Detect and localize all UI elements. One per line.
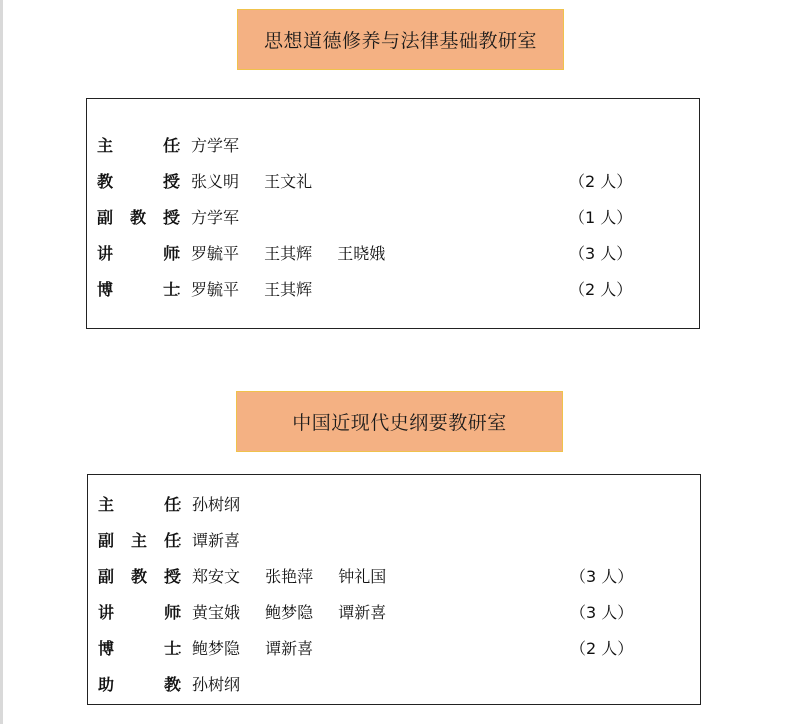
staff-list-modern-history xyxy=(87,474,701,705)
staff-row xyxy=(87,134,699,158)
position-char: 主 xyxy=(97,136,114,155)
row-names xyxy=(192,637,333,661)
position-char: 师 xyxy=(162,244,179,263)
row-count: （3 人） xyxy=(570,603,634,622)
position-char: 博 xyxy=(98,639,115,658)
row-names xyxy=(191,242,405,266)
staff-name: 孙树纲 xyxy=(192,495,241,514)
colon: ： xyxy=(175,172,192,191)
position-char: 助 xyxy=(98,675,115,694)
staff-name: 鲍梦隐 xyxy=(192,639,241,658)
row-position xyxy=(98,529,180,553)
staff-row xyxy=(88,637,700,661)
staff-row xyxy=(88,673,700,697)
position-char: 副 xyxy=(98,531,115,550)
staff-name: 鲍梦隐 xyxy=(265,603,314,622)
position-char: 任 xyxy=(163,495,180,514)
section-title-modern-history xyxy=(236,391,563,452)
staff-name: 方学军 xyxy=(191,208,240,227)
staff-name: 孙树纲 xyxy=(192,675,241,694)
row-position xyxy=(97,242,179,266)
row-names xyxy=(192,493,260,517)
row-names xyxy=(191,134,259,158)
position-char: 任 xyxy=(163,531,180,550)
colon: ： xyxy=(176,495,193,514)
position-char: 授 xyxy=(162,172,179,191)
row-position xyxy=(98,673,180,697)
position-char: 博 xyxy=(97,280,114,299)
colon: ： xyxy=(176,639,193,658)
row-position xyxy=(98,601,180,625)
staff-row xyxy=(87,206,699,230)
row-position xyxy=(97,206,179,230)
colon: ： xyxy=(176,567,193,586)
staff-name: 方学军 xyxy=(191,136,240,155)
row-position xyxy=(97,278,179,302)
staff-name: 郑安文 xyxy=(192,567,241,586)
row-count: （3 人） xyxy=(569,244,633,263)
position-char: 教 xyxy=(129,208,146,227)
staff-row xyxy=(87,170,699,194)
row-count: （2 人） xyxy=(570,639,634,658)
staff-row xyxy=(88,493,700,517)
staff-name: 张义明 xyxy=(191,172,240,191)
row-count: （2 人） xyxy=(569,280,633,299)
position-char: 教 xyxy=(163,675,180,694)
row-names xyxy=(191,206,259,230)
position-char: 主 xyxy=(130,531,147,550)
staff-row xyxy=(87,242,699,266)
row-count: （2 人） xyxy=(569,172,633,191)
section-title-text: 思想道德修养与法律基础教研室 xyxy=(263,30,537,52)
staff-row xyxy=(88,601,700,625)
colon: ： xyxy=(176,531,193,550)
row-count: （3 人） xyxy=(570,567,634,586)
staff-name: 王晓娥 xyxy=(337,244,386,263)
staff-name: 王文礼 xyxy=(264,172,313,191)
staff-name: 谭新喜 xyxy=(265,639,314,658)
row-count: （1 人） xyxy=(569,208,633,227)
position-char: 教 xyxy=(97,172,114,191)
staff-row xyxy=(88,565,700,589)
position-char: 师 xyxy=(163,603,180,622)
row-names xyxy=(191,278,332,302)
staff-name: 钟礼国 xyxy=(338,567,387,586)
staff-name: 王其辉 xyxy=(264,244,313,263)
staff-row xyxy=(87,278,699,302)
colon: ： xyxy=(176,675,193,694)
row-names xyxy=(191,170,332,194)
position-char: 任 xyxy=(162,136,179,155)
position-char: 副 xyxy=(97,208,114,227)
staff-name: 张艳萍 xyxy=(265,567,314,586)
staff-name: 谭新喜 xyxy=(338,603,387,622)
staff-name: 王其辉 xyxy=(264,280,313,299)
row-names xyxy=(192,673,260,697)
page-edge xyxy=(0,0,3,724)
row-position xyxy=(97,134,179,158)
row-position xyxy=(97,170,179,194)
row-position xyxy=(98,493,180,517)
staff-row xyxy=(88,529,700,553)
position-char: 授 xyxy=(163,567,180,586)
position-char: 教 xyxy=(130,567,147,586)
colon: ： xyxy=(175,244,192,263)
colon: ： xyxy=(175,280,192,299)
position-char: 主 xyxy=(98,495,115,514)
position-char: 讲 xyxy=(97,244,114,263)
row-position xyxy=(98,565,180,589)
position-char: 士 xyxy=(162,280,179,299)
position-char: 士 xyxy=(163,639,180,658)
colon: ： xyxy=(175,136,192,155)
colon: ： xyxy=(175,208,192,227)
staff-name: 谭新喜 xyxy=(192,531,241,550)
colon: ： xyxy=(176,603,193,622)
position-char: 讲 xyxy=(98,603,115,622)
row-names xyxy=(192,601,406,625)
position-char: 授 xyxy=(162,208,179,227)
staff-name: 黄宝娥 xyxy=(192,603,241,622)
position-char: 副 xyxy=(98,567,115,586)
section-title-ethics-law xyxy=(237,9,564,70)
row-names xyxy=(192,529,260,553)
staff-list-ethics-law xyxy=(86,98,700,329)
staff-name: 罗毓平 xyxy=(191,244,240,263)
row-names xyxy=(192,565,406,589)
row-position xyxy=(98,637,180,661)
staff-name: 罗毓平 xyxy=(191,280,240,299)
section-title-text: 中国近现代史纲要教研室 xyxy=(292,412,507,434)
